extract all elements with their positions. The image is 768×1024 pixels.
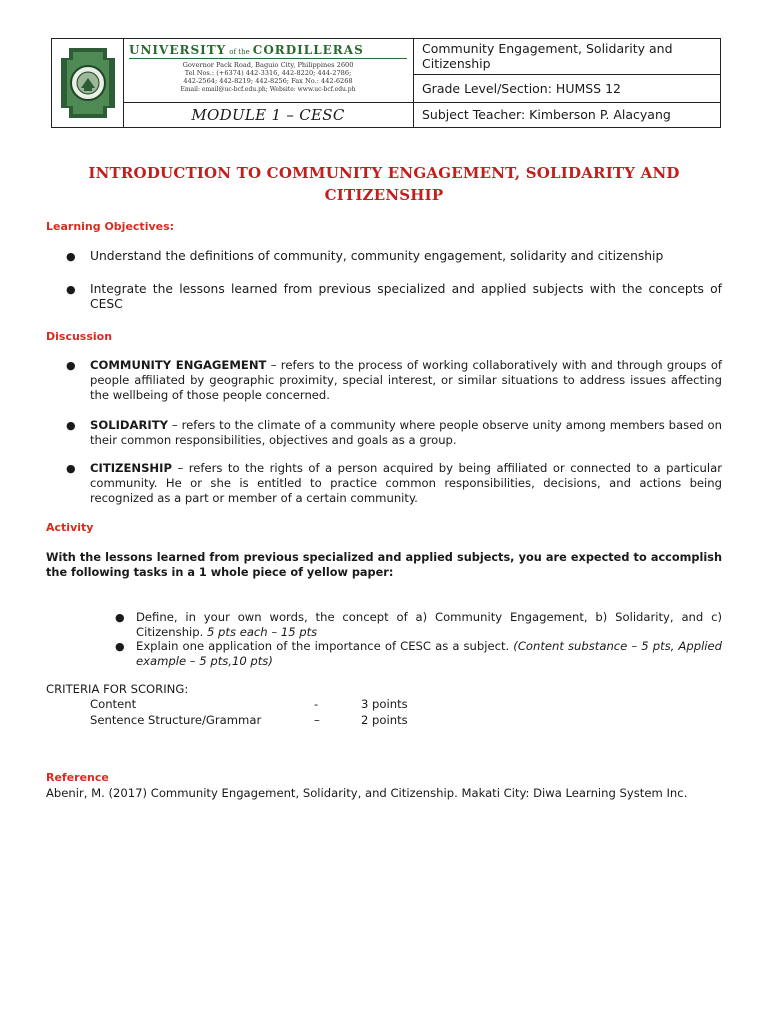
task-text: Explain one application of the importance of CESC as a subject. (136, 639, 514, 653)
university-email: Email: email@uc-bcf.edu.ph; Website: www.uc-bcf.edu.ph (180, 85, 356, 93)
university-name-of: of the (229, 48, 250, 56)
header-table (51, 38, 721, 128)
page-title: INTRODUCTION TO COMMUNITY ENGAGEMENT, SOLIDARITY AND CITIZENSHIP (88, 164, 680, 204)
reference-text: Abenir, M. (2017) Community Engagement, Solidarity, and Citizenship. Makati City: Diwa Learning System Inc. (46, 786, 688, 800)
bullet-icon: ● (115, 640, 125, 653)
criteria-points: 3 points (361, 697, 408, 711)
university-tel-1: Tel Nos.: (+6374) 442-3316, 442-8220; 444-2786; (184, 69, 352, 78)
bullet-icon: ● (66, 419, 76, 432)
university-address: Governor Pack Road, Baguio City, Philippines 2600 (182, 61, 354, 69)
discussion-definition: – refers to the process of working collaboratively with and through groups of people affiliated by geographic proximity, special interest, or similar situations to address issues affecting the wellbeing of those people concerned. (90, 358, 723, 402)
activity-task (136, 639, 722, 669)
task-points: 5 pts each – 15 pts (207, 625, 318, 639)
logo-cell (52, 39, 124, 127)
discussion-item (90, 358, 722, 403)
discussion-definition: – refers to the climate of a community where people observe unity among members based on their common responsibilities, objectives and goals as a group. (90, 418, 722, 447)
university-tel-2: 442-2564; 442-8219; 442-8256; Fax No.: 442-6268 (183, 77, 353, 86)
subject-teacher: Subject Teacher: Kimberson P. Alacyang (422, 107, 671, 122)
discussion-heading: Discussion (46, 330, 113, 343)
criteria-row (0, 697, 768, 713)
criteria-points: 2 points (361, 713, 408, 727)
criteria-row (0, 713, 768, 729)
bullet-icon: ● (66, 462, 76, 475)
university-seal-icon (59, 44, 117, 122)
criteria-name: Content (90, 697, 137, 711)
discussion-item (90, 418, 722, 448)
bullet-icon: ● (66, 250, 76, 263)
activity-task (136, 610, 722, 640)
university-name (129, 43, 407, 59)
discussion-definition: – refers to the rights of a person acquired by being affiliated or connected to a particular community. He or she is entitled to practice common responsibilities, decisions, and actions being recognized as a part or member of a certain community. (90, 461, 722, 505)
task-text: Define, in your own words, the concept of a) Community Engagement, b) Solidarity, and c) Citizenship. (136, 610, 722, 639)
discussion-term: COMMUNITY ENGAGEMENT (90, 358, 267, 372)
criteria-separator: – (314, 713, 320, 727)
activity-heading: Activity (46, 521, 94, 534)
university-info (123, 39, 414, 103)
objective-item: Understand the definitions of community, community engagement, solidarity and citizenship (90, 249, 664, 263)
discussion-item (90, 461, 722, 506)
task-points: (Content substance – 5 pts, Applied example – 5 pts,10 pts) (136, 639, 723, 668)
course-title: Community Engagement, Solidarity and Citizenship (414, 39, 720, 75)
bullet-icon: ● (66, 359, 76, 372)
criteria-separator: - (314, 697, 319, 711)
objective-item: Integrate the lessons learned from previous specialized and applied subjects with the concepts of CESC (90, 282, 722, 311)
discussion-term: CITIZENSHIP (90, 461, 172, 475)
reference-heading: Reference (46, 771, 109, 784)
university-name-part1: UNIVERSITY (129, 43, 227, 57)
criteria-name: Sentence Structure/Grammar (90, 713, 262, 727)
criteria-heading: CRITERIA FOR SCORING: (46, 682, 189, 696)
activity-instruction: With the lessons learned from previous specialized and applied subjects, you are expected to accomplish the following tasks in a 1 whole piece of yellow paper: (46, 551, 722, 579)
bullet-icon: ● (115, 611, 125, 624)
learning-objectives-heading: Learning Objectives: (46, 220, 175, 233)
university-name-part2: CORDILLERAS (252, 43, 364, 57)
grade-level: Grade Level/Section: HUMSS 12 (414, 75, 720, 103)
module-label: MODULE 1 – CESC (123, 103, 414, 127)
bullet-icon: ● (66, 283, 76, 296)
discussion-term: SOLIDARITY (90, 418, 169, 432)
